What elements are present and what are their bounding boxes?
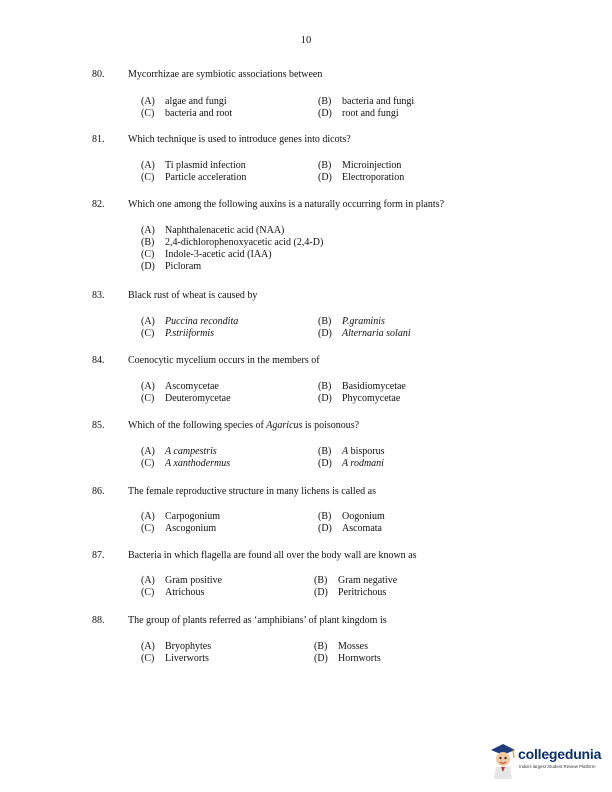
collegedunia-logo (488, 742, 606, 782)
option-a: (A) Ti plasmid infection (141, 160, 246, 171)
question-number: 83. (92, 290, 105, 301)
question-number: 80. (92, 69, 105, 80)
option-a: (A) Bryophytes (141, 641, 212, 652)
option-c: (C) A xanthodermus (141, 458, 231, 469)
option-a: (A) Puccina recondita (141, 316, 239, 327)
option-b: (B) Gram negative (314, 575, 398, 586)
option-a: (A) Ascomycetae (141, 381, 219, 392)
option-d: (D) root and fungi (318, 108, 399, 119)
question-stem: Black rust of wheat is caused by (128, 290, 258, 301)
option-a: (A) Gram positive (141, 575, 222, 586)
option-c: (C) Ascogonium (141, 523, 217, 534)
question-number: 85. (92, 420, 105, 431)
option-a: (A) A campestris (141, 446, 217, 457)
option-d: (D) Phycomycetae (318, 393, 401, 404)
question-stem: The female reproductive structure in many lichens is called as (128, 486, 376, 497)
option-c: (C) Deuteromycetae (141, 393, 231, 404)
page-number: 10 (300, 35, 312, 46)
question-stem: Which technique is used to introduce genes into dicots? (128, 134, 351, 145)
question-number: 87. (92, 550, 105, 561)
option-a: (A) Naphthalenacetic acid (NAA) (141, 225, 285, 236)
student-mascot-icon (488, 742, 518, 780)
option-c: (C) Liverworts (141, 653, 209, 664)
option-d: (D) Alternaria solani (318, 328, 411, 339)
question-stem: Which one among the following auxins is a naturally occurring form in plants? (128, 199, 445, 210)
option-c: (C) P.striiformis (141, 328, 214, 339)
option-c: (C) Atrichous (141, 587, 205, 598)
option-b: (B) P.graminis (318, 316, 385, 327)
logo-name: collegedunia (518, 746, 602, 762)
question-stem: The group of plants referred as ‘amphibians’ of plant kingdom is (128, 615, 387, 626)
option-a: (A) Carpogonium (141, 511, 220, 522)
option-d: (D) A rodmani (318, 458, 384, 469)
option-b: (B) bacteria and fungi (318, 96, 415, 107)
question-stem: Mycorrhizae are symbiotic associations between (128, 69, 323, 80)
question-number: 84. (92, 355, 105, 366)
option-c: (C) bacteria and root (141, 108, 233, 119)
question-stem: Which of the following species of Agaricus is poisonous? (128, 420, 360, 431)
option-b: (B) Mosses (314, 641, 369, 652)
option-d: (D) Peritrichous (314, 587, 387, 598)
option-c: (C) Particle acceleration (141, 172, 247, 183)
question-number: 88. (92, 615, 105, 626)
option-d: (D) Hornworts (314, 653, 381, 664)
option-b: (B) 2,4-dichlorophenoxyacetic acid (2,4-D) (141, 237, 324, 248)
question-number: 81. (92, 134, 105, 145)
option-b: (B) Oogonium (318, 511, 385, 522)
option-a: (A) algae and fungi (141, 96, 227, 107)
logo-tagline: India's largest Student Review Platform (519, 764, 596, 769)
option-b: (B) Basidiomycetae (318, 381, 406, 392)
option-c: (C) Indole-3-acetic acid (IAA) (141, 249, 272, 260)
question-number: 86. (92, 486, 105, 497)
question-stem: Coenocytic mycelium occurs in the members of (128, 355, 320, 366)
option-d: (D) Picloram (141, 261, 202, 272)
question-stem: Bacteria in which flagella are found all over the body wall are known as (128, 550, 417, 561)
question-number: 82. (92, 199, 105, 210)
option-d: (D) Ascomata (318, 523, 382, 534)
option-b: (B) A bisporus (318, 446, 385, 457)
option-d: (D) Electroporation (318, 172, 405, 183)
option-b: (B) Microinjection (318, 160, 402, 171)
